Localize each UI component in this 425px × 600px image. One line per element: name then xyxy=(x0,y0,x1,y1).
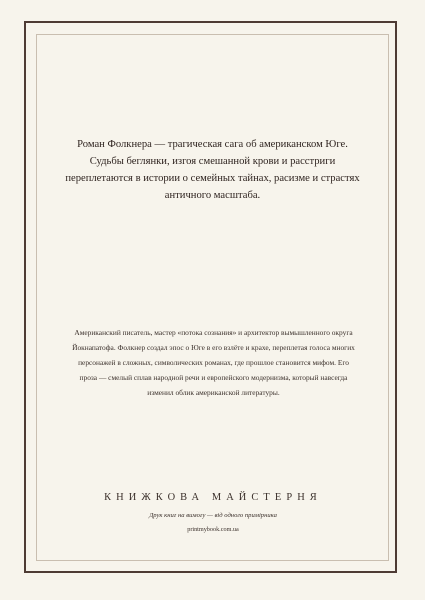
inner-border xyxy=(36,34,389,561)
publisher-tagline: Друк книг на вимогу — від одного примірника xyxy=(149,512,277,519)
publisher-name: КНИЖКОВА МАЙСТЕРНЯ xyxy=(104,492,322,503)
author-bio: Американский писатель, мастер «потока сознания» и архитектор вымышленного округа Йокнапатофа. Фолкнер создал эпос о Юге в его взлёте и крахе, переплетая голоса многих персонажей в сложных, символических романах, где прошлое становится мифом. Его проза — смелый сплав народной речи и европейского модернизма, который навсегда изменил облик американской литературы. xyxy=(72,328,355,397)
publisher-website: printmybook.com.ua xyxy=(187,526,239,533)
book-blurb: Роман Фолкнера — трагическая сага об американском Юге. Судьбы беглянки, изгоя смешанной крови и расстриги переплетаются в истории о семейных тайнах, расизме и страстях античного масштаба. xyxy=(65,139,360,201)
